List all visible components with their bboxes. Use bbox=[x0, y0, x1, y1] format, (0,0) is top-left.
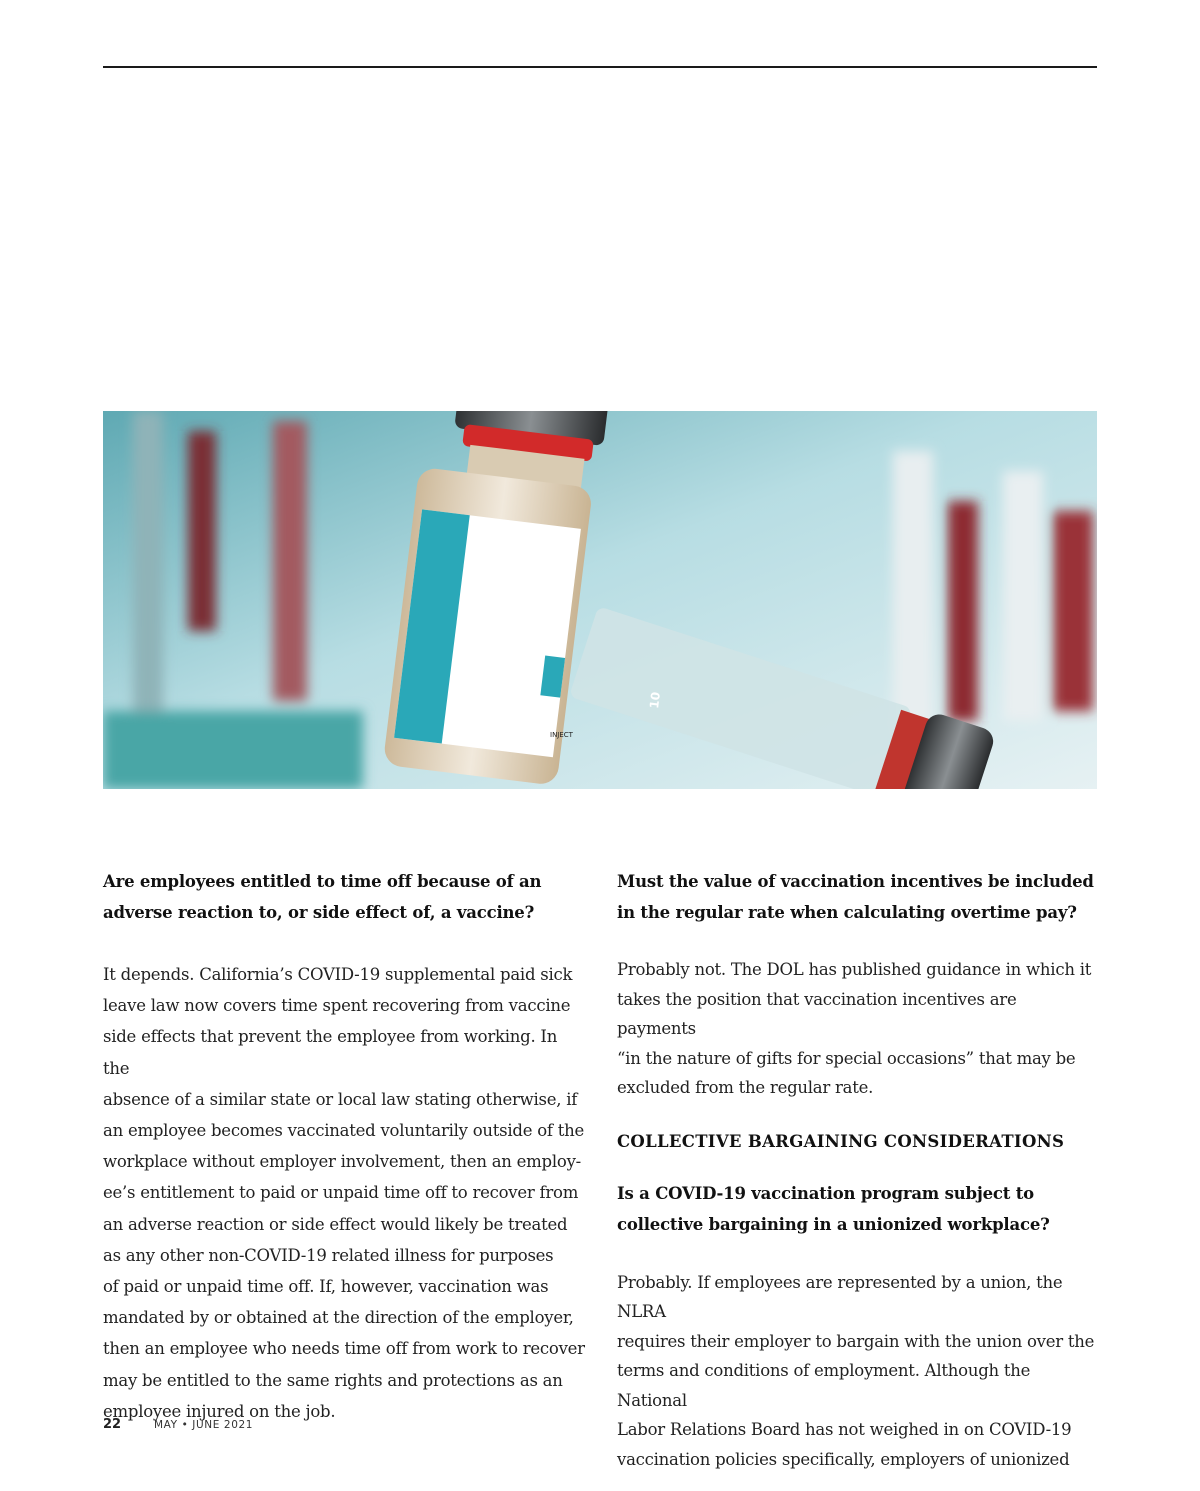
text-line: vaccination policies specifically, employers of unionized bbox=[617, 1449, 1070, 1469]
left-column bbox=[103, 866, 585, 1427]
question-adverse-reaction: Are employees entitled to time off because of an adverse reaction to, or side effect of, a vaccine? bbox=[103, 872, 542, 922]
text-line: an adverse reaction or side effect would likely be treated bbox=[103, 1214, 568, 1234]
vial-small-text: INJECT bbox=[550, 731, 573, 739]
text-line: mandated by or obtained at the direction of the employer, bbox=[103, 1308, 574, 1328]
text-line: requires their employer to bargain with the union over the bbox=[617, 1331, 1095, 1351]
text-line: of paid or unpaid time off. If, however, vaccination was bbox=[103, 1277, 549, 1297]
text-line: ee’s entitlement to paid or unpaid time off to recover from bbox=[103, 1183, 579, 1203]
text-line: then an employee who needs time off from work to recover bbox=[103, 1339, 585, 1359]
vial-badge: 10 bbox=[647, 691, 664, 710]
question-collective-bargaining: Is a COVID-19 vaccination program subject to collective bargaining in a unionized workplace? bbox=[617, 1183, 1050, 1234]
text-line: excluded from the regular rate. bbox=[617, 1078, 874, 1097]
text-line: leave law now covers time spent recovering from vaccine bbox=[103, 996, 571, 1016]
text-line: terms and conditions of employment. Although the National bbox=[617, 1361, 1031, 1410]
text-line: “in the nature of gifts for special occasions” that may be bbox=[617, 1048, 1076, 1068]
text-line: side effects that prevent the employee from working. In the bbox=[103, 1027, 558, 1078]
top-rule bbox=[103, 66, 1097, 68]
question-vaccination-incentives: Must the value of vaccination incentives be included in the regular rate when calculating overtime pay? bbox=[617, 872, 1094, 922]
text-line: an employee becomes vaccinated voluntarily outside of the bbox=[103, 1121, 585, 1141]
text-line: Probably. If employees are represented by a union, the NLRA bbox=[617, 1272, 1063, 1321]
section-heading: COLLECTIVE BARGAINING CONSIDERATIONS bbox=[617, 1131, 1065, 1151]
text-line: Labor Relations Board has not weighed in on COVID-19 bbox=[617, 1420, 1072, 1439]
text-line: It depends. California’s COVID-19 supplemental paid sick bbox=[103, 965, 573, 984]
text-line: Probably not. The DOL has published guidance in which it bbox=[617, 960, 1092, 979]
text-line: absence of a similar state or local law stating otherwise, if bbox=[103, 1089, 578, 1109]
answer-vaccination-incentives bbox=[617, 955, 1099, 1103]
page-number: 22 bbox=[103, 1417, 122, 1432]
vaccine-photo bbox=[103, 411, 1097, 789]
text-line: takes the position that vaccination incentives are payments bbox=[617, 989, 1017, 1038]
issue-date: MAY • JUNE 2021 bbox=[154, 1419, 254, 1431]
text-line: employee injured on the job. bbox=[103, 1401, 336, 1421]
text-line: may be entitled to the same rights and protections as an bbox=[103, 1370, 563, 1390]
text-line: as any other non-COVID-19 related illness for purposes bbox=[103, 1245, 554, 1265]
answer-collective-bargaining bbox=[617, 1268, 1099, 1475]
right-column bbox=[617, 866, 1099, 1474]
text-line: workplace without employer involvement, then an employ- bbox=[103, 1152, 581, 1172]
answer-adverse-reaction bbox=[103, 959, 585, 1427]
